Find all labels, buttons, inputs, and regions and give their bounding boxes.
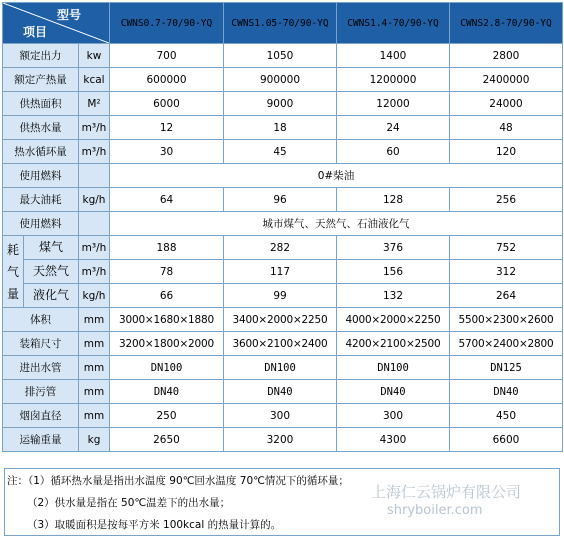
- gas-subtypes: [24, 236, 79, 307]
- row-fuel-gas: [3, 212, 563, 236]
- drain-value: DN40: [110, 380, 224, 404]
- gas-group-char: 气: [6, 264, 19, 279]
- row-natural-gas: [3, 260, 563, 284]
- coal-gas-value: 188: [110, 236, 224, 260]
- heating-area-unit: M²: [79, 92, 110, 116]
- volume-value: 3400×2000×2250: [224, 308, 337, 332]
- row-chimney: [3, 404, 563, 428]
- row-volume: [3, 308, 563, 332]
- rated-output-value: 700: [110, 44, 224, 68]
- lpg-value: 264: [450, 284, 563, 308]
- gas-group-char: 量: [6, 286, 19, 301]
- inlet-outlet-unit: mm: [79, 356, 110, 380]
- note-3: （3）取暖面积是按每平方米 100kcal 的热量计算的。: [27, 519, 282, 531]
- shipping-weight-unit: kg: [79, 428, 110, 452]
- fuel-gas-unit-cell: [79, 212, 110, 236]
- row-max-oil: [3, 188, 563, 212]
- drain-value: DN40: [337, 380, 450, 404]
- row-coal-gas: [3, 236, 563, 260]
- natural-gas-value: 117: [224, 260, 337, 284]
- packing-value: 5700×2400×2800: [450, 332, 563, 356]
- volume-value: 3000×1680×1880: [110, 308, 224, 332]
- water-supply-unit: m³/h: [79, 116, 110, 140]
- max-oil-value: 96: [224, 188, 337, 212]
- volume-value: 4000×2000×2250: [337, 308, 450, 332]
- rated-heat-value: 900000: [224, 68, 337, 92]
- max-oil-value: 256: [450, 188, 563, 212]
- rated-output-label: 额定出力: [3, 44, 79, 68]
- max-oil-label: 最大油耗: [3, 188, 79, 212]
- row-fuel-oil: [3, 164, 563, 188]
- inlet-outlet-value: DN100: [110, 356, 224, 380]
- heating-area-value: 24000: [450, 92, 563, 116]
- chimney-unit: mm: [79, 404, 110, 428]
- row-circulation: [3, 140, 563, 164]
- circulation-value: 30: [110, 140, 224, 164]
- note-2: （2）供水量是指在 50℃温差下的出水量；: [27, 497, 231, 509]
- circulation-value: 60: [337, 140, 450, 164]
- spec-table: [2, 2, 563, 452]
- row-drain: [3, 380, 563, 404]
- heating-area-label: 供热面积: [3, 92, 79, 116]
- coal-gas-unit: m³/h: [79, 236, 110, 260]
- rated-heat-unit: kcal: [79, 68, 110, 92]
- volume-value: 5500×2300×2600: [450, 308, 563, 332]
- water-supply-label: 供热水量: [3, 116, 79, 140]
- watermark-company: 上海仁云锅炉有限公司: [371, 483, 522, 501]
- rated-heat-value: 600000: [110, 68, 224, 92]
- rated-heat-value: 2400000: [450, 68, 563, 92]
- volume-unit: mm: [79, 308, 110, 332]
- gas-group-label: [3, 236, 24, 307]
- rated-output-unit: kw: [79, 44, 110, 68]
- row-water-supply: [3, 116, 563, 140]
- natural-gas-value: 312: [450, 260, 563, 284]
- lpg-value: 132: [337, 284, 450, 308]
- note-1: 注：（1）循环热水量是指出水温度 90℃回水温度 70℃情况下的循环量；: [7, 475, 349, 487]
- heating-area-value: 9000: [224, 92, 337, 116]
- chimney-value: 300: [224, 404, 337, 428]
- circulation-value: 45: [224, 140, 337, 164]
- shipping-weight-value: 4300: [337, 428, 450, 452]
- gas-consumption-group: [3, 236, 79, 308]
- heating-area-value: 6000: [110, 92, 224, 116]
- coal-gas-value: 376: [337, 236, 450, 260]
- water-supply-value: 12: [110, 116, 224, 140]
- item-heading: 项目: [23, 25, 48, 39]
- gas-group-char: 耗: [6, 242, 19, 257]
- max-oil-value: 128: [337, 188, 450, 212]
- chimney-label: 烟囱直径: [3, 404, 79, 428]
- row-heating-area: [3, 92, 563, 116]
- drain-value: DN40: [224, 380, 337, 404]
- drain-label: 排污管: [3, 380, 79, 404]
- water-supply-value: 24: [337, 116, 450, 140]
- fuel-gas-value: 城市煤气、天然气、石油液化气: [110, 212, 563, 236]
- model-0: CWNS0.7-70/90-YQ: [110, 3, 224, 44]
- row-inlet-outlet: [3, 356, 563, 380]
- notes-box: [4, 468, 560, 536]
- rated-output-value: 2800: [450, 44, 563, 68]
- natural-gas-unit: m³/h: [79, 260, 110, 284]
- rated-heat-value: 1200000: [337, 68, 450, 92]
- shipping-weight-value: 3200: [224, 428, 337, 452]
- row-packing: [3, 332, 563, 356]
- model-2: CWNS1.4-70/90-YQ: [337, 3, 450, 44]
- circulation-label: 热水循环量: [3, 140, 79, 164]
- rated-output-value: 1050: [224, 44, 337, 68]
- drain-unit: mm: [79, 380, 110, 404]
- watermark-site: shryboiler.com: [387, 503, 483, 518]
- header-corner: [3, 3, 110, 44]
- natural-gas-label: 天然气: [24, 260, 78, 284]
- row-rated-output: [3, 44, 563, 68]
- drain-value: DN40: [450, 380, 563, 404]
- lpg-label: 液化气: [32, 288, 69, 302]
- shipping-weight-value: 2650: [110, 428, 224, 452]
- chimney-value: 250: [110, 404, 224, 428]
- shipping-weight-label: 运输重量: [3, 428, 79, 452]
- row-lpg: [3, 284, 563, 308]
- lpg-value: 66: [110, 284, 224, 308]
- heating-area-value: 12000: [337, 92, 450, 116]
- circulation-unit: m³/h: [79, 140, 110, 164]
- rated-heat-label: 额定产热量: [3, 68, 79, 92]
- header-row: [3, 3, 563, 44]
- circulation-value: 120: [450, 140, 563, 164]
- fuel-oil-unit-cell: [79, 164, 110, 188]
- lpg-value: 99: [224, 284, 337, 308]
- chimney-value: 300: [337, 404, 450, 428]
- packing-label: 装箱尺寸: [3, 332, 79, 356]
- shipping-weight-value: 6600: [450, 428, 563, 452]
- fuel-oil-value: 0#柴油: [110, 164, 563, 188]
- coal-gas-value: 752: [450, 236, 563, 260]
- chimney-value: 450: [450, 404, 563, 428]
- packing-value: 3600×2100×2400: [224, 332, 337, 356]
- fuel-gas-label: 使用燃料: [3, 212, 79, 236]
- gas-group-inner: [3, 236, 78, 307]
- water-supply-value: 18: [224, 116, 337, 140]
- packing-value: 3200×1800×2000: [110, 332, 224, 356]
- inlet-outlet-value: DN100: [224, 356, 337, 380]
- row-shipping-weight: [3, 428, 563, 452]
- volume-label: 体积: [3, 308, 79, 332]
- max-oil-unit: kg/h: [79, 188, 110, 212]
- coal-gas-value: 282: [224, 236, 337, 260]
- inlet-outlet-value: DN125: [450, 356, 563, 380]
- natural-gas-value: 156: [337, 260, 450, 284]
- model-3: CWNS2.8-70/90-YQ: [450, 3, 563, 44]
- inlet-outlet-label: 进出水管: [3, 356, 79, 380]
- model-1: CWNS1.05-70/90-YQ: [224, 3, 337, 44]
- model-heading: 型号: [56, 8, 81, 22]
- lpg-unit: kg/h: [79, 284, 110, 308]
- rated-output-value: 1400: [337, 44, 450, 68]
- coal-gas-label: 煤气: [24, 236, 78, 260]
- row-rated-heat: [3, 68, 563, 92]
- fuel-oil-label: 使用燃料: [3, 164, 79, 188]
- packing-value: 4200×2100×2500: [337, 332, 450, 356]
- natural-gas-value: 78: [110, 260, 224, 284]
- water-supply-value: 48: [450, 116, 563, 140]
- inlet-outlet-value: DN100: [337, 356, 450, 380]
- packing-unit: mm: [79, 332, 110, 356]
- max-oil-value: 64: [110, 188, 224, 212]
